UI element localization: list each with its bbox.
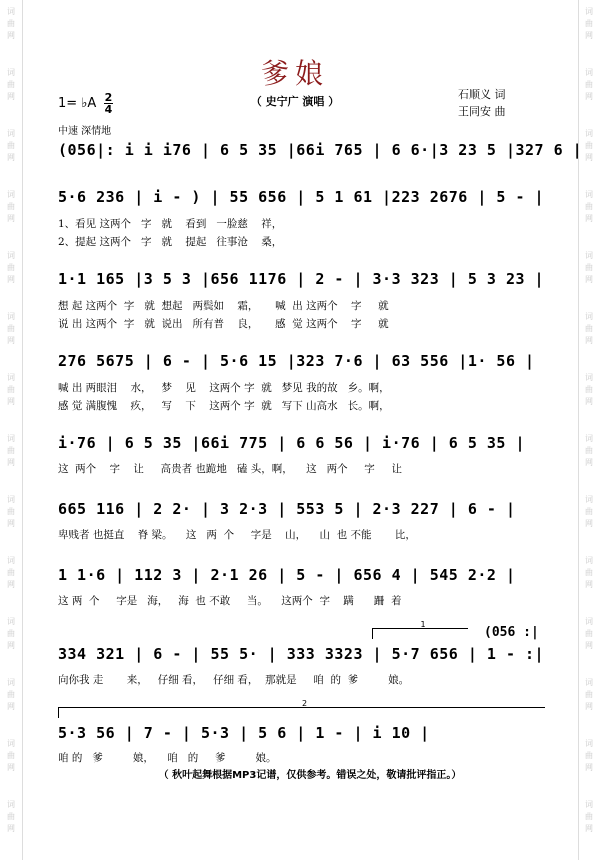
second-ending-bracket: 2 bbox=[58, 707, 545, 718]
score-line-9: 5·3 56 | 7 - | 5·3 | 5 6 | 1 - | i 10 | bbox=[58, 724, 430, 742]
watermark-text: 词曲网 bbox=[585, 129, 593, 162]
watermark-text: 词曲网 bbox=[7, 678, 15, 711]
lyric-line-4a: 喊 出 两眼泪 水， 梦 见 这两个 字 就 梦见 我的故 乡。啊， bbox=[58, 382, 390, 394]
watermark-text: 词曲网 bbox=[7, 373, 15, 406]
score-line-1: (056|: i i i76 | 6 5 35 |66i 765 | 6 6·|3 23 5 |327 6 | bbox=[58, 141, 583, 159]
first-ending-bracket: 1 bbox=[372, 628, 468, 639]
watermark-text: 词曲网 bbox=[585, 678, 593, 711]
watermark-text: 词曲网 bbox=[7, 251, 15, 284]
footnote: （ 秋叶起舞根据MP3记谱，仅供参考。错误之处，敬请批评指正。） bbox=[158, 770, 462, 781]
score-line-6: 665 116 | 2 2· | 3 2·3 | 553 5 | 2·3 227 | 6 - | bbox=[58, 500, 516, 518]
time-top: 2 bbox=[104, 91, 113, 104]
lyric-line-6: 卑贱者 也挺直 脊 梁。 这 两 个 字是 山， 山 也 不能 比， bbox=[58, 529, 416, 541]
score-line-5: i·76 | 6 5 35 |66i 775 | 6 6 56 | i·76 | 6 5 35 | bbox=[58, 434, 526, 452]
time-signature bbox=[104, 92, 113, 115]
repeat-tag: (056 :| bbox=[484, 625, 539, 640]
lyric-line-9: 咱 的 爹 娘， 咱 的 爹 娘。 bbox=[58, 752, 277, 764]
watermark-text: 词曲网 bbox=[585, 434, 593, 467]
score-line-8: 334 321 | 6 - | 55 5· | 333 3323 | 5·7 656 | 1 - :| bbox=[58, 645, 545, 663]
watermark-text: 词曲网 bbox=[585, 68, 593, 101]
score-line-4: 276 5675 | 6 - | 5·6 15 |323 7·6 | 63 556 |1· 56 | bbox=[58, 352, 535, 370]
watermark-text: 词曲网 bbox=[7, 129, 15, 162]
watermark-text: 词曲网 bbox=[585, 617, 593, 650]
score-line-3: 1·1 165 |3 5 3 |656 1176 | 2 - | 3·3 323 | 5 3 23 | bbox=[58, 270, 545, 288]
lyric-line-8: 向你我 走 来， 仔细 看， 仔细 看， 那就是 咱 的 爹 娘。 bbox=[58, 674, 410, 686]
lyric-line-3b: 说 出 这两个 字 就 说出 所有普 良， 感 觉 这两个 字 就 bbox=[58, 318, 389, 330]
watermark-text: 词曲网 bbox=[585, 800, 593, 833]
lyric-line-7: 这 两 个 字是 海， 海 也 不敢 当。 这两个 字 蹒 跚 着 bbox=[58, 595, 402, 607]
watermark-text: 词曲网 bbox=[585, 495, 593, 528]
watermark-text: 词曲网 bbox=[7, 739, 15, 772]
watermark-text: 词曲网 bbox=[7, 190, 15, 223]
watermark-text: 词曲网 bbox=[7, 617, 15, 650]
lyric-line-5: 这 两个 字 让 高贵者 也跪地 磕 头，啊， 这 两个 字 让 bbox=[58, 463, 402, 475]
watermark-text: 词曲网 bbox=[7, 800, 15, 833]
watermark-text: 词曲网 bbox=[7, 434, 15, 467]
watermark-text: 词曲网 bbox=[7, 68, 15, 101]
lyricist-credit: 石顺义 词 bbox=[458, 88, 506, 101]
score-line-2: 5·6 236 | i - ) | 55 656 | 5 1 61 |223 2676 | 5 - | bbox=[58, 188, 545, 206]
key-signature: 1= ♭A bbox=[58, 96, 97, 111]
watermark-text: 词曲网 bbox=[585, 190, 593, 223]
score-line-7: 1 1·6 | 112 3 | 2·1 26 | 5 - | 656 4 | 545 2·2 | bbox=[58, 566, 516, 584]
lyric-line-3a: 想 起 这两个 字 就 想起 两鬓如 霜， 喊 出 这两个 字 就 bbox=[58, 300, 389, 312]
song-title: 爹娘 bbox=[260, 57, 329, 90]
lyric-line-2b: 2、提起 这两个 字 就 提起 往事沧 桑， bbox=[58, 236, 283, 248]
watermark-text: 词曲网 bbox=[585, 739, 593, 772]
watermark-text: 词曲网 bbox=[585, 373, 593, 406]
watermark-text: 词曲网 bbox=[7, 312, 15, 345]
tempo-marking: 中速 深情地 bbox=[58, 126, 112, 137]
watermark-text: 词曲网 bbox=[7, 7, 15, 40]
watermark-text: 词曲网 bbox=[585, 556, 593, 589]
performer-credit: （ 史宁广 演唱 ） bbox=[250, 95, 340, 108]
watermark-text: 词曲网 bbox=[585, 251, 593, 284]
time-bottom: 4 bbox=[104, 103, 113, 116]
composer-credit: 王同安 曲 bbox=[458, 105, 506, 118]
lyric-line-4b: 感 觉 满腹愧 疚， 写 下 这两个 字 就 写下 山高水 长。啊， bbox=[58, 400, 390, 412]
watermark-text: 词曲网 bbox=[585, 7, 593, 40]
watermark-text: 词曲网 bbox=[7, 556, 15, 589]
watermark-text: 词曲网 bbox=[585, 312, 593, 345]
watermark-text: 词曲网 bbox=[7, 495, 15, 528]
lyric-line-2a: 1、看见 这两个 字 就 看到 一脸慈 祥， bbox=[58, 218, 283, 230]
